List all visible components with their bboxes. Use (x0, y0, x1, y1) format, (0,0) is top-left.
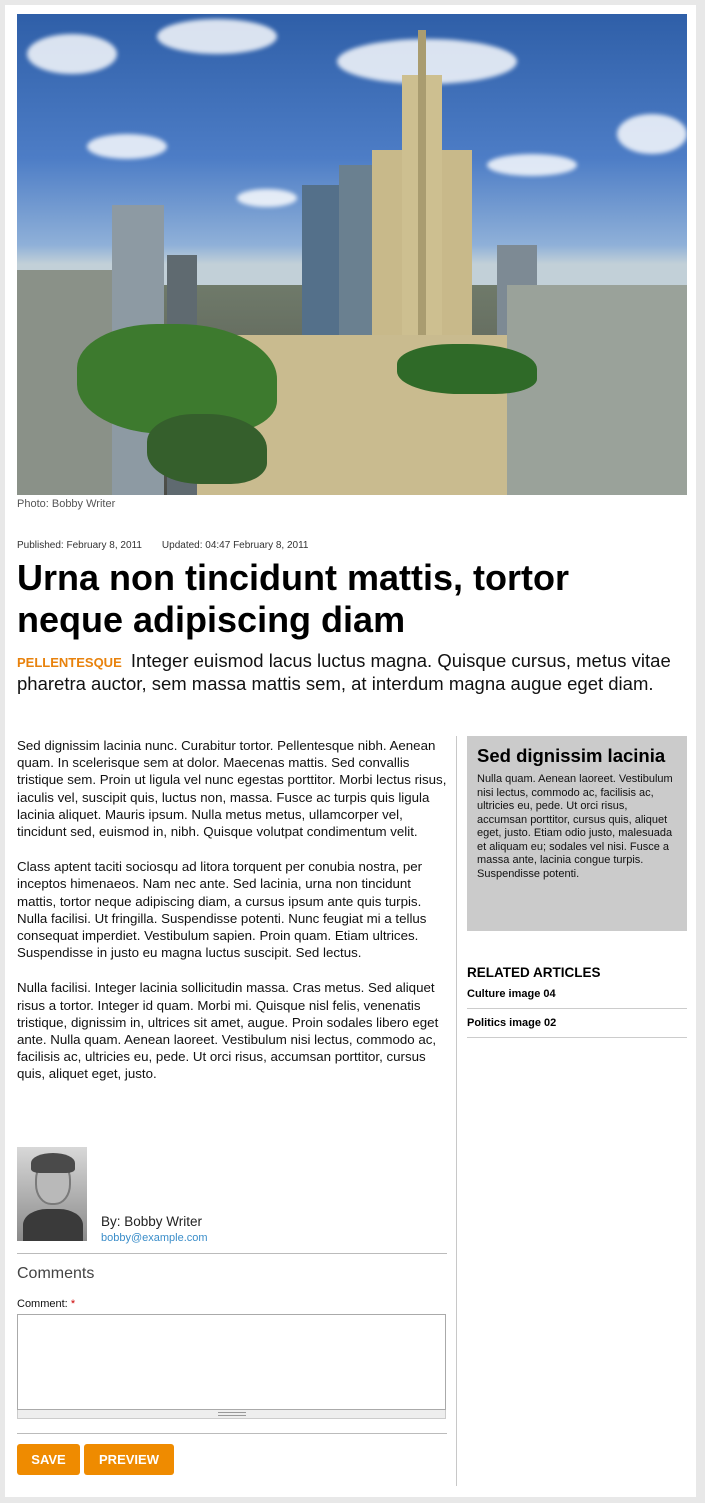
comment-label-text: Comment: (17, 1298, 68, 1310)
published-date: Published: February 8, 2011 (17, 540, 142, 551)
related-link[interactable]: Politics image 02 (467, 1015, 687, 1038)
body-paragraph: Sed dignissim lacinia nunc. Curabitur tortor. Pellentesque nibh. Aenean quam. In scelerisque sem at dolor. Maecenas mattis. Sed convallis tristique sem. Proin ut ligula vel nunc egestas porttitor. Morbi lectus risus, iaculis vel, suscipit quis, luctus non, massa. Fusce ac turpis quis ligula lacinia aliquet. Mauris ipsum. Nulla metus metus, ullamcorper vel, tincidunt sed, euismod in, nibh. Quisque volutpat condimentum velit. (17, 738, 447, 840)
related-articles (467, 965, 687, 1044)
photo-caption: Photo: Bobby Writer (17, 498, 116, 510)
related-heading: RELATED ARTICLES (467, 965, 601, 980)
save-button[interactable]: SAVE (17, 1444, 80, 1475)
body-paragraph: Nulla facilisi. Integer lacinia sollicitudin massa. Cras metus. Sed aliquet risus a tortor. Integer id quam. Morbi mi. Quisque nisl felis, venenatis tristique, dignissim in, ultrices sit amet, augue. Proin sodales libero eget ante. Nulla quam. Aenean laoreet. Vestibulum nisi lectus, commodo ac, facilisis ac, ultricies eu, pede. Ut orci risus, accumsan porttitor, cursus quis, aliquet eget, justo. (17, 980, 439, 1082)
article-title: Urna non tincidunt mattis, tortor neque adipiscing diam (17, 557, 569, 640)
divider (17, 1433, 447, 1434)
lead-text: Integer euismod lacus luctus magna. Quisque cursus, metus vitae pharetra auctor, sem massa mattis sem, at interdum magna augue eget diam. (17, 650, 671, 694)
updated-date: Updated: 04:47 February 8, 2011 (161, 540, 309, 551)
comment-label (17, 1298, 75, 1310)
article-body (17, 737, 447, 1101)
required-marker: * (70, 1298, 76, 1310)
author-byline: By: Bobby Writer (101, 1214, 203, 1229)
page (5, 5, 696, 1497)
preview-button[interactable]: PREVIEW (84, 1444, 174, 1475)
hero-photo (17, 14, 687, 495)
divider (17, 1253, 447, 1254)
body-paragraph: Class aptent taciti sociosqu ad litora torquent per conubia nostra, per inceptos himenaeos. Nam nec ante. Sed lacinia, urna non tincidunt mattis, tortor neque adipiscing diam, a cursus ipsum ante quis turpis. Nulla facilisi. Ut fringilla. Suspendisse potenti. Nunc feugiat mi a tellus consequat imperdiet. Vestibulum sapien. Proin quam. Etiam ultrices. Suspendisse in justo eu magna luctus suscipit. Sed lectus. (17, 859, 427, 961)
comment-textarea[interactable] (17, 1314, 446, 1410)
sidebar-box-title: Sed dignissim lacinia (477, 745, 666, 766)
article-meta (17, 540, 309, 551)
article-lead (17, 650, 677, 694)
resize-grip[interactable] (17, 1410, 446, 1419)
sidebar-box-text: Nulla quam. Aenean laoreet. Vestibulum nisi lectus, commodo ac, facilisis ac, ultricies eu, pede. Ut orci risus, accumsan porttitor, cursus quis, aliquet eget, justo. Etiam odio justo, malesuada et aliquam eu; sodales vel nisi. Fusce a massa ante, lacinia congue turpis. Suspendisse potenti. (477, 773, 673, 880)
lead-kicker: PELLENTESQUE (17, 655, 122, 670)
sidebar-box (467, 736, 687, 931)
comments-heading: Comments (17, 1265, 95, 1282)
column-divider (456, 736, 457, 1486)
author-box (17, 1147, 447, 1243)
author-avatar (17, 1147, 87, 1241)
related-link[interactable]: Culture image 04 (467, 986, 687, 1009)
author-email-link[interactable]: bobby@example.com (101, 1232, 208, 1244)
